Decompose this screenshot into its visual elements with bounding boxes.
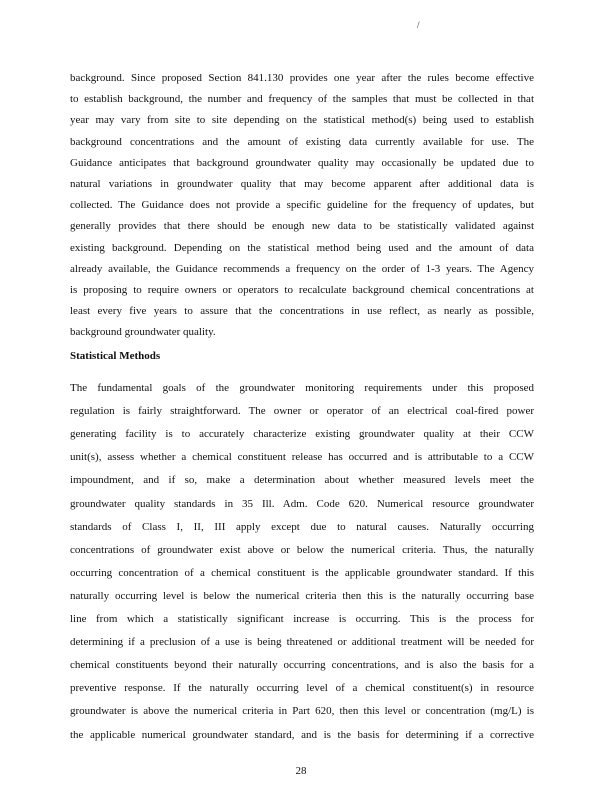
text-line: background concentrations and the amount of existing data currently available for use. The [70, 135, 534, 148]
text-line: to establish background, the number and frequency of the samples that must be collected in that [70, 93, 534, 106]
text-line: preventive response. If the naturally occurring level of a chemical constituent(s) in resource [70, 682, 534, 695]
text-line: concentrations of groundwater exist above or below the numerical criteria. Thus, the naturally [70, 543, 534, 556]
text-line: background groundwater quality. [70, 326, 216, 339]
text-line: existing background. Depending on the statistical method being used and the amount of data [70, 241, 534, 254]
text-line: The fundamental goals of the groundwater monitoring requirements under this proposed [70, 382, 534, 394]
text-line: occurring concentration of a chemical constituent is the applicable groundwater standard. If this [70, 566, 534, 579]
text-line: background. Since proposed Section 841.130 provides one year after the rules become effective [70, 72, 534, 84]
text-line: least every five years to assure that the concentrations in use reflect, as nearly as possible, [70, 305, 534, 318]
text-line: already available, the Guidance recommends a frequency on the order of 1-3 years. The Agency [70, 262, 534, 275]
text-line: is proposing to require owners or operators to recalculate background chemical concentrations at [70, 284, 534, 296]
text-line: year may vary from site to site depending on the statistical method(s) being used to establish [70, 114, 534, 127]
corner-mark: / [417, 20, 420, 30]
text-line: naturally occurring level is below the numerical criteria then this is the naturally occurring base [70, 589, 534, 602]
text-line: standards of Class I, II, III apply except due to natural causes. Naturally occurring [70, 520, 534, 533]
text-line: line from which a statistically significant increase is occurring. This is the process for [70, 613, 534, 625]
page-number: 28 [295, 765, 307, 777]
text-line: generating facility is to accurately characterize existing groundwater quality at their CCW [70, 428, 534, 441]
text-line: impoundment, and if so, make a determination about whether measured levels meet the [70, 474, 534, 487]
text-line: the applicable numerical groundwater standard, and is the basis for determining if a corrective [70, 728, 534, 741]
text-line: generally provides that there should be enough new data to be statistically validated against [70, 220, 534, 233]
text-line: chemical constituents beyond their naturally occurring concentrations, and is also the basis for a [70, 659, 534, 672]
text-line: unit(s), assess whether a chemical constituent release has occurred and is attributable to a CCW [70, 451, 534, 464]
text-line: groundwater quality standards in 35 Ill. Adm. Code 620. Numerical resource groundwater [70, 497, 534, 510]
text-line: determining if a preclusion of a use is being threatened or additional treatment will be needed for [70, 636, 534, 649]
text-line: groundwater is above the numerical criteria in Part 620, then this level or concentration (mg/L) is [70, 705, 534, 718]
text-line: Guidance anticipates that background groundwater quality may occasionally be updated due to [70, 156, 534, 169]
text-line: regulation is fairly straightforward. The owner or operator of an electrical coal-fired power [70, 405, 534, 418]
section-heading: Statistical Methods [70, 349, 161, 362]
text-line: collected. The Guidance does not provide a specific guideline for the frequency of updates, but [70, 199, 534, 212]
text-line: natural variations in groundwater quality that may become apparent after additional data is [70, 178, 534, 190]
